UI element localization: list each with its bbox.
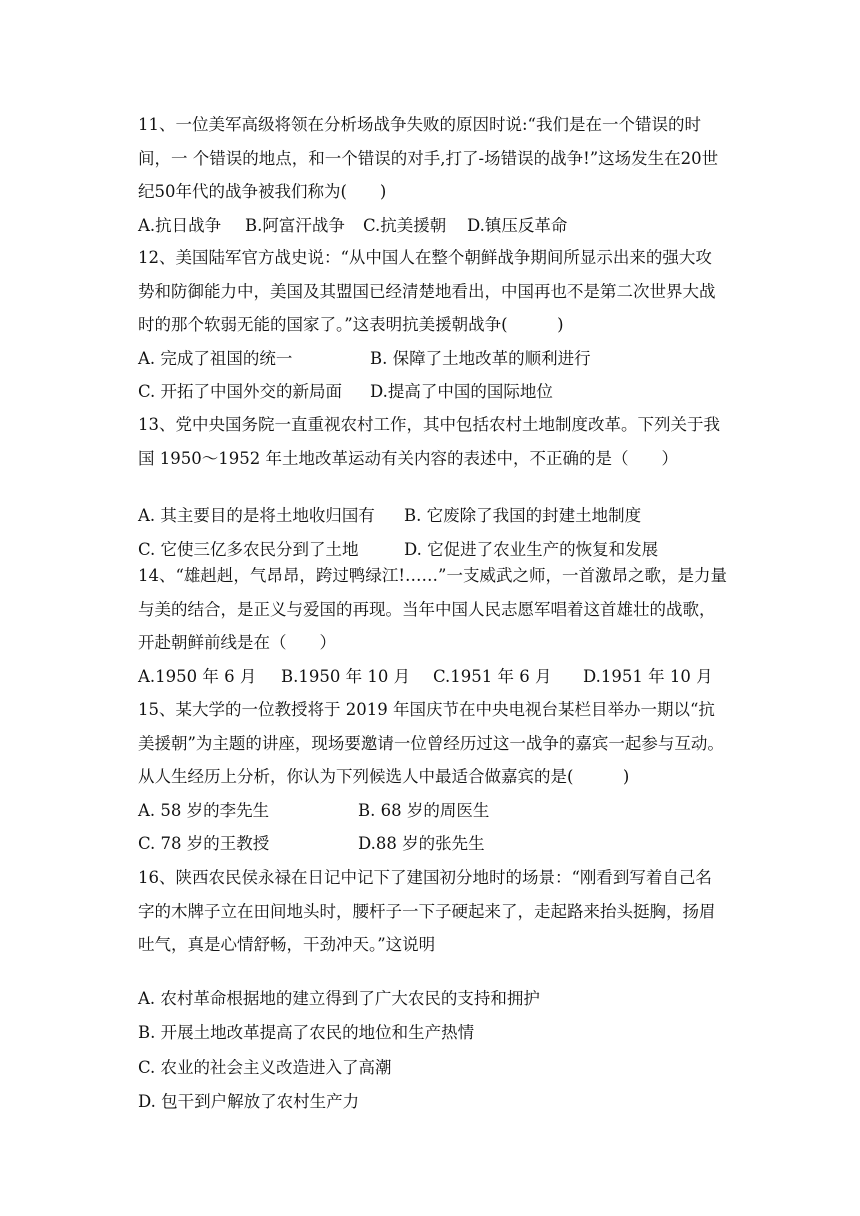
question-stem: 14、“雄赳赳，气昂昂，跨过鸭绿江!……”一支威武之师，一首激昂之歌，是力量与美的结合，是正义与爱国的再现。当年中国人民志愿军唱着这首雄壮的战歌，开赴朝鲜前线是在（ ）	[138, 566, 727, 652]
question-15	[138, 693, 728, 861]
option-c: C.1951 年 6 月	[433, 666, 552, 686]
option-b: B.阿富汗战争	[245, 215, 345, 235]
option-b: B. 开展土地改革提高了农民的地位和生产热情	[138, 1023, 475, 1042]
option-d: D.88 岁的张先生	[358, 834, 485, 853]
question-stem: 13、党中央国务院一直重视农村工作，其中包括农村土地制度改革。下列关于我国 1950～1952 年土地改革运动有关内容的表述中，不正确的是（ ）	[138, 415, 720, 468]
options-row	[138, 499, 728, 533]
option-b: B.1950 年 10 月	[281, 666, 411, 686]
option-d: D.镇压反革命	[467, 215, 568, 235]
option-c: C. 开拓了中国外交的新局面	[138, 382, 343, 401]
question-14	[138, 559, 728, 693]
option-d: D.提高了中国的国际地位	[370, 382, 553, 401]
options-row	[138, 375, 728, 409]
question-11	[138, 108, 728, 242]
options-row	[138, 827, 728, 861]
options-row	[138, 209, 728, 243]
option-a: A.1950 年 6 月	[138, 666, 257, 686]
question-16	[138, 861, 728, 1120]
question-stem: 15、某大学的一位教授将于 2019 年国庆节在中央电视台某栏目举办一期以“抗美援朝”为主题的讲座，现场要邀请一位曾经历过这一战争的嘉宾一起参与互动。从人生经历上分析，你认为下列候选人中最适合做嘉宾的是( )	[138, 700, 724, 786]
option-d: D.1951 年 10 月	[583, 666, 713, 686]
option-d: D. 它促进了农业生产的恢复和发展	[404, 539, 659, 559]
question-stem: 11、一位美军高级将领在分析场战争失败的原因时说:“我们是在一个错误的时间，一 个错误的地点，和一个错误的对手,打了-场错误的战争!”这场发生在20世纪50年代的战争被我们称为( )	[138, 115, 719, 201]
option-a: A. 农村革命根据地的建立得到了广大农民的支持和拥护	[138, 988, 540, 1008]
option-a: A. 其主要目的是将土地收归国有	[138, 506, 375, 525]
question-stem: 12、美国陆军官方战史说：“从中国人在整个朝鲜战争期间所显示出来的强大攻势和防御能力中，美国及其盟国已经清楚地看出，中国再也不是第二次世界大战时的那个软弱无能的国家了。”这表明抗美援朝战争( )	[138, 248, 716, 334]
option-c: C. 农业的社会主义改造进入了高潮	[138, 1057, 392, 1077]
options-row	[138, 794, 728, 828]
option-c: C. 78 岁的王教授	[138, 834, 270, 853]
option-d: D. 包干到户解放了农村生产力	[138, 1092, 360, 1111]
question-13	[138, 408, 728, 566]
question-12	[138, 241, 728, 409]
options-row	[138, 342, 728, 376]
options-row	[138, 660, 728, 694]
option-b: B. 保障了土地改革的顺利进行	[370, 348, 591, 368]
option-a: A. 58 岁的李先生	[138, 800, 270, 820]
option-b: B. 68 岁的周医生	[358, 800, 490, 820]
option-b: B. 它废除了我国的封建土地制度	[404, 506, 642, 525]
option-c: C. 它使三亿多农民分到了土地	[138, 539, 359, 559]
option-a: A. 完成了祖国的统一	[138, 348, 293, 368]
option-a: A.抗日战争	[138, 215, 222, 235]
question-stem: 16、陕西农民侯永禄在日记中记下了建国初分地时的场景：“刚看到写着自己名字的木牌子立在田间地头时，腰杆子一下子硬起来了，走起路来抬头挺胸，扬眉吐气，真是心情舒畅，干劲冲天。”这说明	[138, 868, 716, 954]
option-c: C.抗美援朝	[363, 215, 447, 235]
